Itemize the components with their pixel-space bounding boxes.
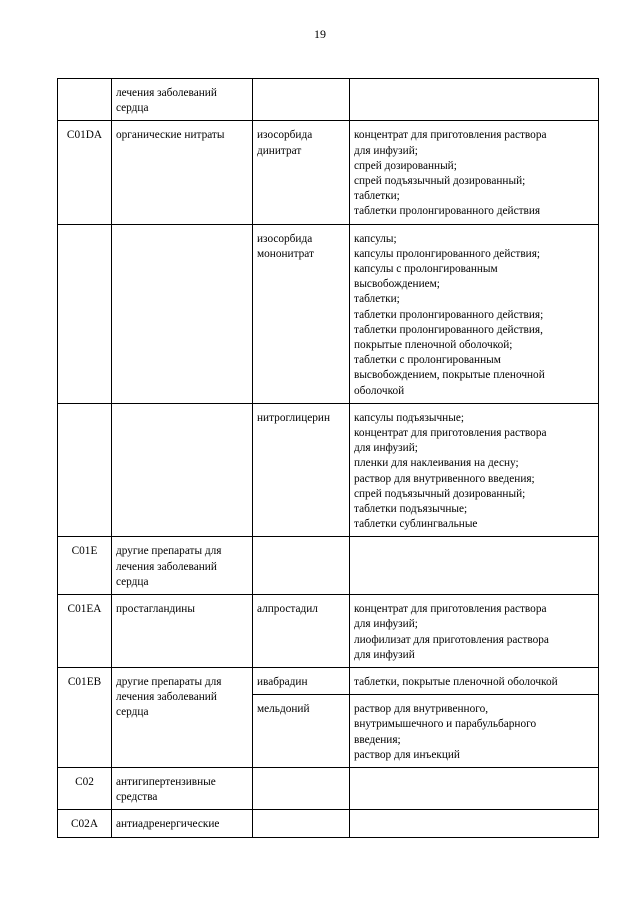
substance-cell: нитроглицерин xyxy=(253,403,350,537)
substance-cell: мельдоний xyxy=(253,695,350,768)
page-number: 19 xyxy=(314,27,326,41)
pharmacological-group-cell: лечения заболеваний сердца xyxy=(112,79,253,121)
substance-cell xyxy=(253,810,350,837)
pharmacological-group-cell xyxy=(112,403,253,537)
dosage-forms-cell xyxy=(350,537,599,595)
atc-code-cell xyxy=(58,224,112,403)
dosage-forms-cell xyxy=(350,810,599,837)
substance-cell: изосорбида мононитрат xyxy=(253,224,350,403)
substance-cell: изосорбида динитрат xyxy=(253,121,350,224)
atc-code-cell: C01EB xyxy=(58,667,112,767)
table-row xyxy=(58,224,599,403)
atc-code-cell: C01E xyxy=(58,537,112,595)
substance-cell xyxy=(253,537,350,595)
substance-cell xyxy=(253,79,350,121)
table-row xyxy=(58,667,599,694)
atc-code-cell: C01DA xyxy=(58,121,112,224)
table-row xyxy=(58,595,599,668)
table-row xyxy=(58,121,599,224)
substance-cell xyxy=(253,767,350,809)
dosage-forms-cell: концентрат для приготовления раствора для инфузий; лиофилизат для приготовления раствора для инфузий xyxy=(350,595,599,668)
table-row xyxy=(58,403,599,537)
drug-classification-table xyxy=(57,78,599,838)
dosage-forms-cell xyxy=(350,79,599,121)
table-row xyxy=(58,810,599,837)
pharmacological-group-cell: антиадренергические xyxy=(112,810,253,837)
dosage-forms-cell: концентрат для приготовления раствора для инфузий; спрей дозированный; спрей подъязычный дозированный; таблетки; таблетки пролонгированного действия xyxy=(350,121,599,224)
pharmacological-group-cell: органические нитраты xyxy=(112,121,253,224)
atc-code-cell: C02 xyxy=(58,767,112,809)
pharmacological-group-cell: другие препараты для лечения заболеваний сердца xyxy=(112,667,253,767)
dosage-forms-cell: раствор для внутривенного, внутримышечного и парабульбарного введения; раствор для инъекций xyxy=(350,695,599,768)
substance-cell: алпростадил xyxy=(253,595,350,668)
dosage-forms-cell: капсулы подъязычные; концентрат для приготовления раствора для инфузий; пленки для наклеивания на десну; раствор для внутривенного введения; спрей подъязычный дозированный; таблетки подъязычные; таблетки сублингвальные xyxy=(350,403,599,537)
atc-code-cell: C02A xyxy=(58,810,112,837)
table-row xyxy=(58,537,599,595)
atc-code-cell xyxy=(58,79,112,121)
table-row xyxy=(58,767,599,809)
substance-cell: ивабрадин xyxy=(253,667,350,694)
atc-code-cell xyxy=(58,403,112,537)
atc-code-cell: C01EA xyxy=(58,595,112,668)
pharmacological-group-cell xyxy=(112,224,253,403)
pharmacological-group-cell: простагландины xyxy=(112,595,253,668)
table-row xyxy=(58,79,599,121)
dosage-forms-cell xyxy=(350,767,599,809)
pharmacological-group-cell: другие препараты для лечения заболеваний сердца xyxy=(112,537,253,595)
dosage-forms-cell: таблетки, покрытые пленочной оболочкой xyxy=(350,667,599,694)
dosage-forms-cell: капсулы; капсулы пролонгированного действия; капсулы с пролонгированным высвобождением; таблетки; таблетки пролонгированного действия; таблетки пролонгированного действия, покрытые пленочной оболочкой; таблетки с пролонгированным высвобождением, покрытые пленочной оболочкой xyxy=(350,224,599,403)
pharmacological-group-cell: антигипертензивные средства xyxy=(112,767,253,809)
